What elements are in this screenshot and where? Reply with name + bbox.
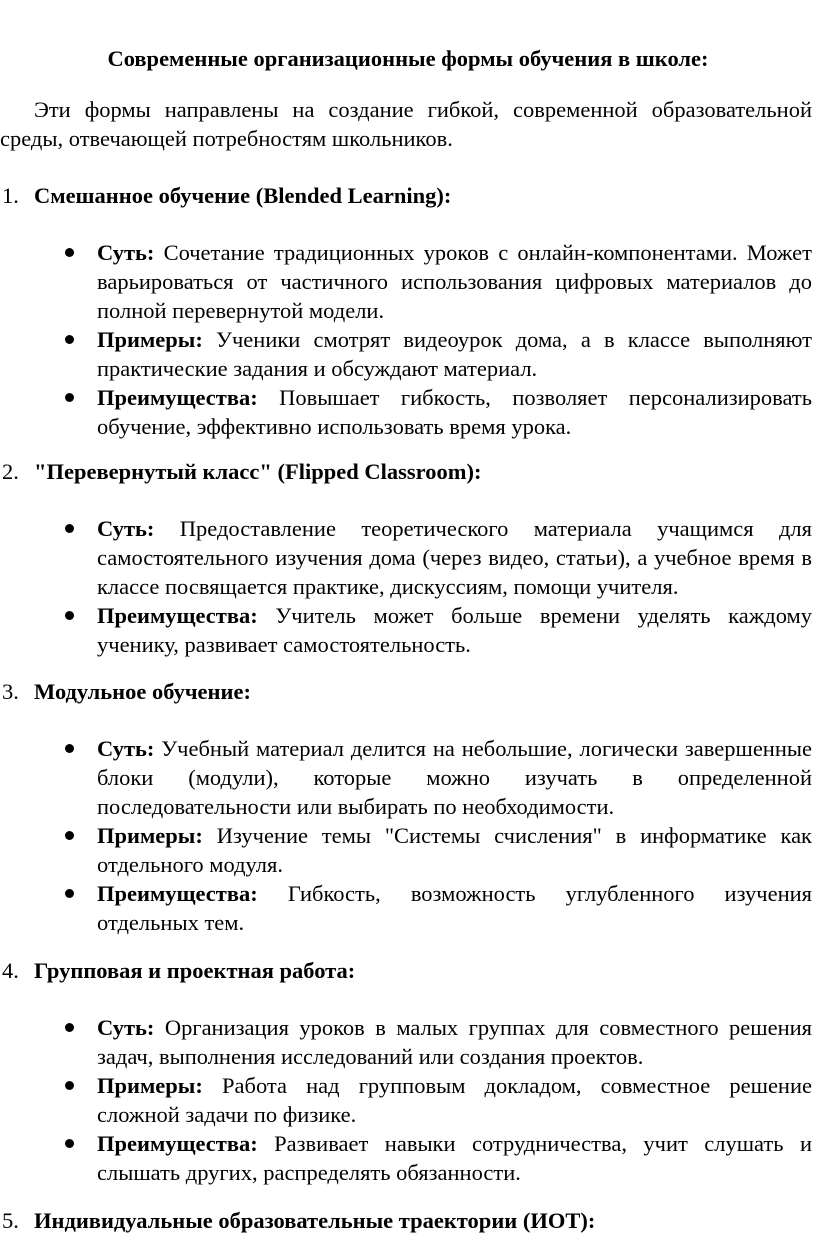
item-label: Суть: (97, 240, 155, 265)
item-text: Гибкость, возможность углубленного изучения отдельных тем. (97, 881, 812, 935)
section-title: Индивидуальные образовательные траектории (ИОТ): (34, 1208, 596, 1233)
document-title: Современные организационные формы обучения в школе: (107, 46, 709, 71)
item-label: Примеры: (97, 823, 203, 848)
section-heading (0, 1206, 816, 1235)
section-3 (0, 677, 816, 937)
item-text: Организация уроков в малых группах для совместного решения задач, выполнения исследований или создания проектов. (97, 1015, 813, 1069)
bullet-icon (65, 248, 74, 257)
section-1 (0, 181, 816, 441)
intro-paragraph: Эти формы направлены на создание гибкой, современной образовательной среды, отвечающей потребностям школьников. (0, 97, 812, 151)
item-text: Развивает навыки сотрудничества, учит слушать и слышать других, распределять обязанности. (97, 1131, 813, 1185)
section-title: Смешанное обучение (Blended Learning): (34, 183, 452, 208)
bullet-list (0, 238, 816, 441)
section-5 (0, 1206, 816, 1235)
list-item (0, 1071, 812, 1129)
item-text: Изучение темы "Системы счисления" в информатике как отдельного модуля. (97, 823, 812, 877)
bullet-icon (65, 1081, 74, 1090)
item-text: Работа над групповым докладом, совместное решение сложной задачи по физике. (97, 1073, 812, 1127)
section-title: Модульное обучение: (34, 679, 251, 704)
section-title: "Перевернутый класс" (Flipped Classroom): (34, 459, 482, 484)
section-number: 2. (2, 459, 19, 484)
bullet-icon (65, 831, 74, 840)
section-2 (0, 457, 816, 659)
list-item (0, 821, 812, 879)
bullet-icon (65, 611, 74, 620)
item-label: Преимущества: (97, 881, 258, 906)
section-heading (0, 677, 816, 706)
bullet-icon (65, 744, 74, 753)
list-item (0, 879, 812, 937)
item-label: Преимущества: (97, 385, 258, 410)
list-item (0, 1129, 812, 1187)
item-label: Суть: (97, 516, 155, 541)
section-number: 3. (2, 679, 19, 704)
list-item (0, 1013, 812, 1071)
list-item (0, 514, 812, 601)
bullet-icon (65, 889, 74, 898)
bullet-list (0, 514, 816, 659)
section-4 (0, 956, 816, 1187)
item-label: Суть: (97, 1015, 155, 1040)
list-item (0, 383, 812, 441)
bullet-list (0, 1013, 816, 1187)
item-text: Предоставление теоретического материала учащимся для самостоятельного изучения дома (через видео, статьи), а учебное время в классе посвящается практике, дискуссиям, помощи учителя. (97, 516, 813, 599)
item-label: Преимущества: (97, 1131, 258, 1156)
bullet-icon (65, 524, 74, 533)
item-text: Ученики смотрят видеоурок дома, а в классе выполняют практические задания и обсуждают материал. (97, 327, 813, 381)
item-label: Суть: (97, 736, 155, 761)
item-text: Повышает гибкость, позволяет персонализировать обучение, эффективно использовать время урока. (97, 385, 813, 439)
list-item (0, 734, 812, 821)
item-label: Примеры: (97, 327, 203, 352)
section-heading (0, 181, 816, 210)
section-title: Групповая и проектная работа: (34, 958, 356, 983)
bullet-list (0, 734, 816, 937)
section-heading (0, 457, 816, 486)
section-number: 1. (2, 183, 19, 208)
section-number: 5. (2, 1208, 19, 1233)
list-item (0, 325, 812, 383)
bullet-icon (65, 393, 74, 402)
item-text: Учитель может больше времени уделять каждому ученику, развивает самостоятельность. (97, 603, 813, 657)
item-label: Преимущества: (97, 603, 258, 628)
bullet-icon (65, 335, 74, 344)
item-label: Примеры: (97, 1073, 203, 1098)
section-heading (0, 956, 816, 985)
item-text: Учебный материал делится на небольшие, логически завершенные блоки (модули), которые можно изучать в определенной последовательности или выбирать по необходимости. (97, 736, 812, 819)
section-number: 4. (2, 958, 19, 983)
list-item (0, 601, 812, 659)
list-item (0, 238, 812, 325)
bullet-icon (65, 1139, 74, 1148)
bullet-icon (65, 1023, 74, 1032)
item-text: Сочетание традиционных уроков с онлайн-компонентами. Может варьироваться от частичного использования цифровых материалов до полной перевернутой модели. (97, 240, 813, 323)
